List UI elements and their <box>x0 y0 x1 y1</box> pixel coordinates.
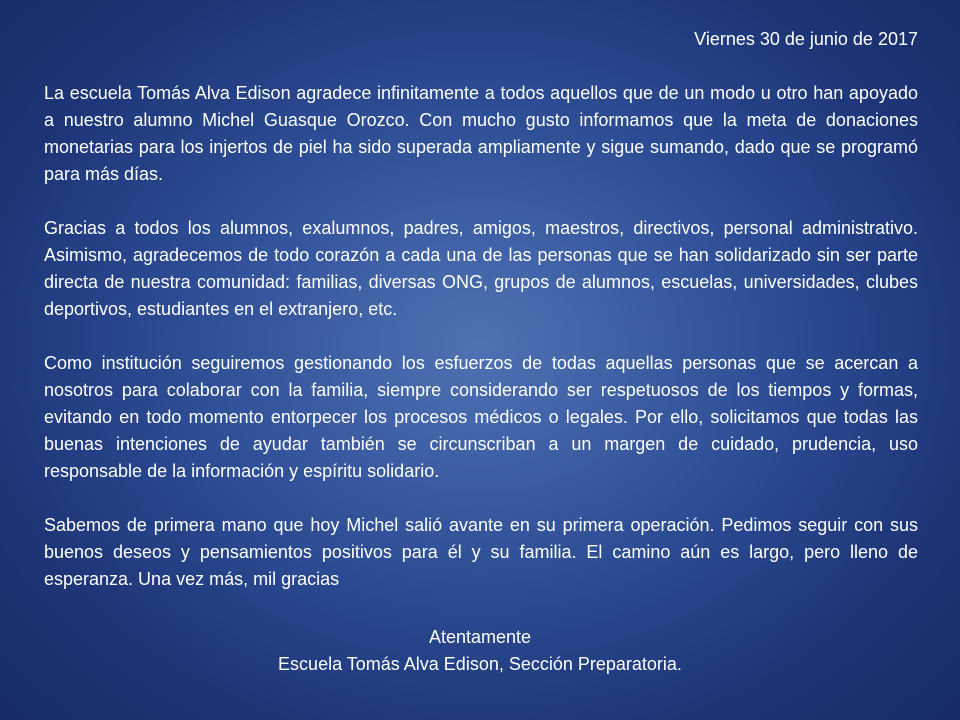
letter-closing-block <box>0 624 960 678</box>
letter-date: Viernes 30 de junio de 2017 <box>694 29 918 49</box>
paragraph-update: Sabemos de primera mano que hoy Michel salió avante en su primera operación. Pedimos seguir con sus buenos deseos y pensamientos positivos para él y su familia. El camino aún es largo, pero lleno de esperanza. Una vez más, mil gracias <box>44 515 918 589</box>
letter-body <box>44 80 918 593</box>
paragraph-institution: Como institución seguiremos gestionando los esfuerzos de todas aquellas personas que se acercan a nosotros para colaborar con la familia, siempre considerando ser respetuosos de los tiempos y formas, evitando en todo momento entorpecer los procesos médicos o legales. Por ello, solicitamos que todas las buenas intenciones de ayudar también se circunscriban a un margen de cuidado, prudencia, uso responsable de la información y espíritu solidario. <box>44 353 918 481</box>
paragraph-gratitude: La escuela Tomás Alva Edison agradece infinitamente a todos aquellos que de un modo u otro han apoyado a nuestro alumno Michel Guasque Orozco. Con mucho gusto informamos que la meta de donaciones monetarias para los injertos de piel ha sido superada ampliamente y sigue sumando, dado que se programó para más días. <box>44 83 918 184</box>
paragraph-thanks-community: Gracias a todos los alumnos, exalumnos, padres, amigos, maestros, directivos, personal administrativo. Asimismo, agradecemos de todo corazón a cada una de las personas que se han solidarizado sin ser parte directa de nuestra comunidad: familias, diversas ONG, grupos de alumnos, escuelas, universidades, clubes deportivos, estudiantes en el extranjero, etc. <box>44 218 918 319</box>
closing-salutation: Atentamente <box>428 627 532 647</box>
signature: Escuela Tomás Alva Edison, Sección Preparatoria. <box>278 654 682 674</box>
